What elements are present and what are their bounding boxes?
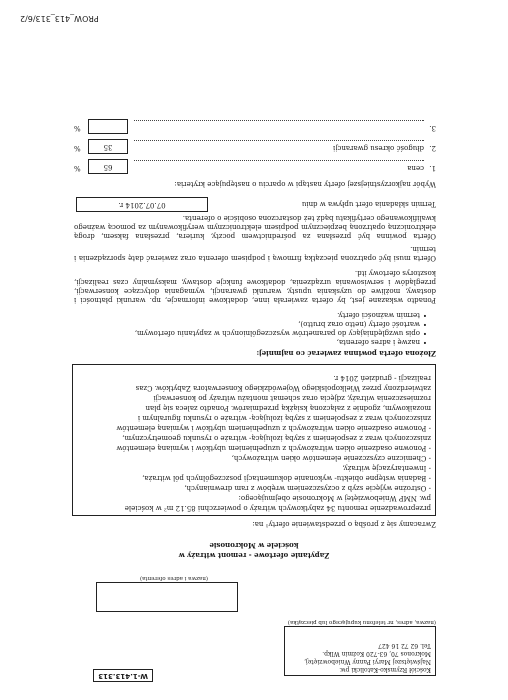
list-item: • wartość oferty (netto oraz brutto), bbox=[74, 319, 428, 328]
signature-paragraph: Oferta musi być opatrzona pieczątką firmową i podpisem oferenta oraz zawierać datę sporządzenia i termin. bbox=[74, 245, 436, 262]
page-subtitle: kościele w Mokronosie bbox=[209, 541, 299, 550]
scope-line: przeprowadzenie remontu 34 zabytkowych witraży o powierzchni 85.12 m² w kościele bbox=[124, 504, 431, 512]
sender-line-3: Mokronos 70, 63-720 Koźmin Wlkp. bbox=[322, 650, 431, 657]
criterion-number: 3. bbox=[429, 124, 436, 132]
scope-line: - Chemiczne czyszczenie elementów okien witrażowych, bbox=[231, 454, 431, 462]
additional-info-paragraph: Ponadto wskazane jest, by oferta zawierała inne, dodatkowe informacje, np. warunki płatności i dostawy, możliwe do uzyskania upusty, warunki gwarancji, wymagania dotyczące konserwacji, przeglądów i serwisowania urządzenia, dodatkowe funkcje dostawy, maksymalny czas realizacji, kosztorys ofertowy itd. bbox=[74, 269, 436, 304]
criterion-row-3 bbox=[74, 120, 436, 134]
criterion-row-1 bbox=[74, 160, 436, 174]
criterion-weight: 35 bbox=[88, 139, 128, 154]
list-item: • nazwę i adres oferenta, bbox=[74, 337, 428, 346]
scope-line: - Ponowne osadzenie okien witrażowych z uzupełnieniem ubytków i wymianą elementów bbox=[116, 424, 431, 432]
criterion-number: 1. bbox=[429, 164, 436, 172]
list-item: • termin ważności oferty. bbox=[74, 310, 428, 319]
scope-line: - Ostrożne wyjęcie szyb z oczyszczeniem wrębów z ram drewnianych, bbox=[184, 484, 431, 492]
page-title: Zapytanie ofertowe - remont witraży w bbox=[178, 551, 330, 560]
criterion-unit: % bbox=[74, 124, 81, 132]
criterion-row-2 bbox=[74, 140, 436, 154]
scope-line: - Ponowne osadzenie okien witrażowych z uzupełnieniem ubytków i wymianą elementów bbox=[116, 444, 431, 452]
scope-line: pw. NMP Wniebowziętej w Mokronosie obejmującego: bbox=[238, 494, 431, 502]
scope-line: zniszczonych wraz z zespoleniem z szybą izolującą- witraże o rysunku figuralnym i bbox=[137, 414, 431, 422]
criterion-label: cena bbox=[407, 164, 424, 172]
criterion-dotted-line bbox=[134, 120, 424, 121]
criterion-label: długość okresu gwarancji bbox=[333, 144, 424, 152]
deadline-label: Termin składania ofert upływa w dniu bbox=[301, 200, 436, 208]
scope-line: rozmieszczenia witraży, zdjęcia oraz schemat montażu witraży po konserwacji bbox=[153, 394, 431, 402]
scope-line: realizacji - grudzień 2014 r. bbox=[333, 374, 431, 382]
criterion-dotted-line bbox=[134, 140, 424, 141]
criterion-unit: % bbox=[74, 144, 81, 152]
sender-line-2: Najświętszej Maryi Panny Wniebowziętej, bbox=[304, 658, 431, 665]
criterion-weight: 65 bbox=[88, 159, 128, 174]
criterion-number: 2. bbox=[429, 144, 436, 152]
footer-code: PROW_413_313/6/2 bbox=[20, 14, 99, 23]
list-item: • opis uwzględniający do parametrów wyszczególnionych w zapytaniu ofertowym, bbox=[74, 328, 428, 337]
scope-line: mozaikowym, zgodnie z załączoną książką przedmiarów. Ponadto zaleca się plan bbox=[145, 404, 431, 412]
scope-line: zniszczonych wraz z zespoleniem z szybą izolującą- witraże o rysunku geometrycznym, bbox=[122, 434, 431, 442]
sender-line-4: Tel. 62 72 16 427 bbox=[378, 642, 431, 649]
scope-line: - Badania wstępne obiektu- wykonanie dokumentacji poszczególnych pól witraża, bbox=[142, 474, 431, 482]
scope-line: zatwierdzony przez Wielkopolskiego Wojewódzkiego Konserwatora Zabytków. Czas bbox=[135, 384, 431, 392]
sender-stamp-box bbox=[284, 626, 436, 676]
doc-number: W-1.413.313 bbox=[93, 669, 153, 682]
criterion-dotted-line bbox=[134, 160, 424, 161]
scope-box bbox=[72, 364, 436, 516]
criterion-unit: % bbox=[74, 164, 81, 172]
scope-line: - Inwentaryzację witraży, bbox=[342, 464, 431, 472]
criterion-weight bbox=[88, 119, 128, 134]
recipient-caption: (nazwa i adres oferenta) bbox=[139, 575, 208, 581]
criteria-heading: Wybór najkorzystniejszej oferty nastąpi w oparciu o następujące kryteria: bbox=[174, 180, 436, 188]
deadline-value: 07.07.2014 r. bbox=[76, 197, 208, 212]
contents-heading: Złożona oferta powinna zawierać co najmniej: bbox=[256, 349, 436, 358]
intro-text: Zwracamy się z prośbą o przedstawienie oferty¹ na: bbox=[252, 520, 436, 528]
recipient-box bbox=[96, 582, 238, 612]
sender-line-1: Kościół Rzymsko-Katolicki pw. bbox=[339, 666, 431, 673]
contents-list bbox=[74, 310, 428, 346]
sender-caption: (nazwa, adres, nr telefonu kupującego lub pieczątka) bbox=[287, 619, 436, 625]
submission-paragraph: Oferta powinna być przesłana za pośrednictwem poczty, kuriera, przesłana faksem, drogą elektroniczną opatrzoną bezpiecznym podpisem elektronicznym weryfikowanym za pomocą ważnego kwalifikowanego certyfikatu bądź też dostarczona osobiście o oferenta. bbox=[74, 214, 436, 240]
